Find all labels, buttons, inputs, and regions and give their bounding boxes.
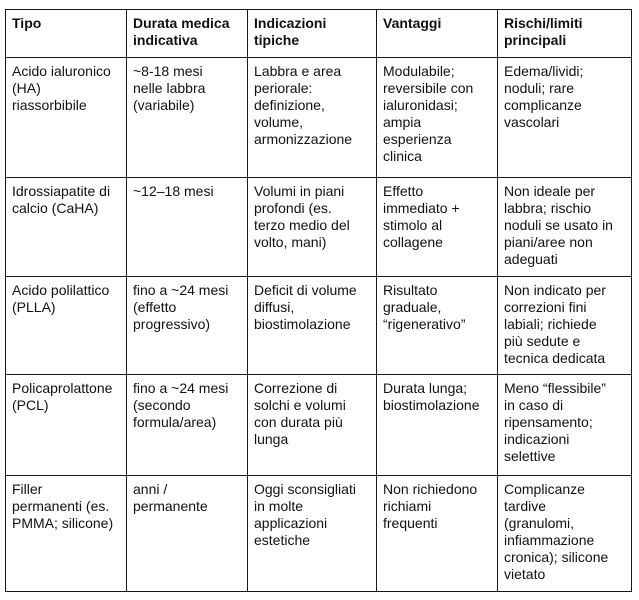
table-cell: Risultato graduale, “rigenerativo” xyxy=(377,277,498,375)
table-row xyxy=(6,277,632,375)
table-cell: Filler permanenti (es. PMMA; silicone) xyxy=(6,476,127,592)
table-cell: Non ideale per labbra; rischio noduli se usato in piani/aree non adeguati xyxy=(498,178,632,277)
table-cell: Acido polilattico (PLLA) xyxy=(6,277,127,375)
header-vantaggi: Vantaggi xyxy=(377,10,498,58)
table-cell: Non richiedono richiami frequenti xyxy=(377,476,498,592)
table-cell: Acido ialuronico (HA) riassorbibile xyxy=(6,58,127,178)
table-cell: fino a ~24 mesi (effetto progressivo) xyxy=(127,277,248,375)
table-cell: Effetto immediato + stimolo al collagene xyxy=(377,178,498,277)
table-cell: Volumi in piani profondi (es. terzo medio del volto, mani) xyxy=(248,178,377,277)
header-row xyxy=(6,10,632,58)
table-cell: Idrossiapatite di calcio (CaHA) xyxy=(6,178,127,277)
table-cell: ~8-18 mesi nelle labbra (variabile) xyxy=(127,58,248,178)
table-cell: Correzione di solchi e volumi con durata più lunga xyxy=(248,375,377,476)
table-cell: Policaprolattone (PCL) xyxy=(6,375,127,476)
table-cell: Edema/lividi; noduli; rare complicanze vascolari xyxy=(498,58,632,178)
table-cell: Non indicato per correzioni fini labiali; richiede più sedute e tecnica dedicata xyxy=(498,277,632,375)
header-tipo: Tipo xyxy=(6,10,127,58)
table-cell: Labbra e area periorale: definizione, volume, armonizzazione xyxy=(248,58,377,178)
table-cell: Modulabile; reversibile con ialuronidasi; ampia esperienza clinica xyxy=(377,58,498,178)
table-cell: Complicanze tardive (granulomi, infiammazione cronica); silicone vietato xyxy=(498,476,632,592)
table-row xyxy=(6,375,632,476)
header-rischi: Rischi/limiti principali xyxy=(498,10,632,58)
header-durata: Durata medica indicativa xyxy=(127,10,248,58)
table-cell: anni / permanente xyxy=(127,476,248,592)
table-row xyxy=(6,178,632,277)
table-cell: Deficit di volume diffusi, biostimolazione xyxy=(248,277,377,375)
header-indicazioni: Indicazioni tipiche xyxy=(248,10,377,58)
table-cell: Oggi sconsigliati in molte applicazioni estetiche xyxy=(248,476,377,592)
table-cell: fino a ~24 mesi (secondo formula/area) xyxy=(127,375,248,476)
table-cell: ~12–18 mesi xyxy=(127,178,248,277)
table-cell: Meno “flessibile” in caso di ripensamento; indicazioni selettive xyxy=(498,375,632,476)
table-cell: Durata lunga; biostimolazione xyxy=(377,375,498,476)
table-row xyxy=(6,58,632,178)
table-row xyxy=(6,476,632,592)
filler-comparison-table xyxy=(5,9,632,592)
